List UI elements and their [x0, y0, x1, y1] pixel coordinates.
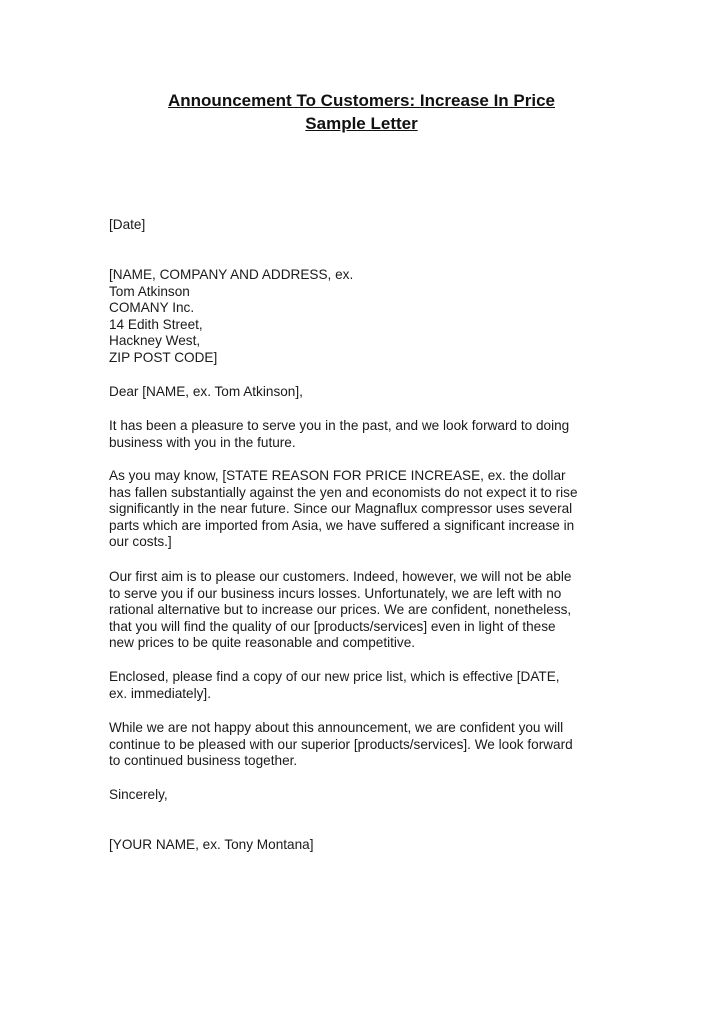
paragraph-line: continue to be pleased with our superior [products/services]. We look forward [109, 736, 573, 752]
salutation-text: Dear [NAME, ex. Tom Atkinson], [109, 384, 303, 399]
paragraph-4 [109, 669, 629, 702]
paragraph-line: As you may know, [STATE REASON FOR PRICE INCREASE, ex. the dollar [109, 468, 566, 483]
paragraph-line: business with you in the future. [109, 434, 296, 450]
paragraph-5 [109, 720, 629, 770]
address-line: COMANY Inc. [109, 300, 195, 316]
paragraph-3 [109, 569, 629, 652]
paragraph-line: It has been a pleasure to serve you in the past, and we look forward to doing [109, 418, 570, 433]
paragraph-line: rational alternative but to increase our prices. We are confident, nonetheless, [109, 602, 572, 618]
address-line: Hackney West, [109, 333, 201, 349]
paragraph-line: that you will find the quality of our [products/services] even in light of these [109, 618, 556, 634]
paragraph-2 [109, 468, 629, 551]
paragraph-line: parts which are imported from Asia, we have suffered a significant increase in [109, 517, 575, 533]
letter-title [0, 89, 723, 135]
closing-text: Sincerely, [109, 787, 168, 802]
salutation [109, 384, 629, 401]
paragraph-line: to continued business together. [109, 753, 298, 769]
title-line-2: Sample Letter [305, 114, 418, 133]
paragraph-line: to serve you if our business incurs losses. Unfortunately, we are left with no [109, 585, 562, 601]
closing [109, 787, 629, 804]
signature [109, 837, 629, 854]
paragraph-line: Enclosed, please find a copy of our new price list, which is effective [DATE, [109, 669, 560, 684]
recipient-address [109, 267, 629, 367]
paragraph-line: Our first aim is to please our customers. Indeed, however, we will not be able [109, 569, 572, 584]
address-line: Tom Atkinson [109, 283, 190, 299]
date-placeholder [109, 217, 629, 234]
paragraph-line: significantly in the near future. Since our Magnaflux compressor uses several [109, 501, 573, 517]
paragraph-line: new prices to be quite reasonable and competitive. [109, 635, 416, 651]
signature-text: [YOUR NAME, ex. Tony Montana] [109, 837, 314, 852]
paragraph-1 [109, 418, 629, 451]
address-line: ZIP POST CODE] [109, 349, 218, 365]
paragraph-line: ex. immediately]. [109, 685, 211, 701]
date-text: [Date] [109, 217, 146, 232]
paragraph-line: has fallen substantially against the yen and economists do not expect it to rise [109, 484, 578, 500]
address-line: [NAME, COMPANY AND ADDRESS, ex. [109, 267, 354, 282]
paragraph-line: our costs.] [109, 534, 172, 550]
paragraph-line: While we are not happy about this announcement, we are confident you will [109, 720, 564, 735]
address-line: 14 Edith Street, [109, 316, 203, 332]
title-line-1: Announcement To Customers: Increase In Price [168, 91, 555, 110]
